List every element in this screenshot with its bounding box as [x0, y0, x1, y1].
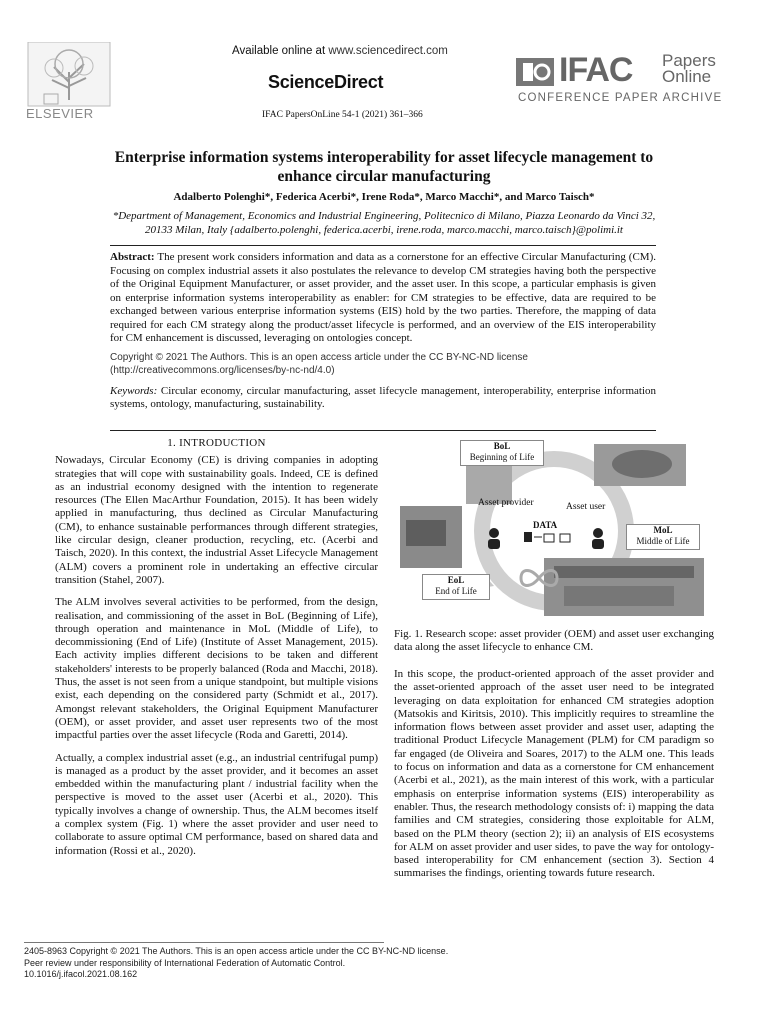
section-heading: 1. INTRODUCTION — [167, 437, 266, 449]
doi-link[interactable]: 10.1016/j.ifacol.2021.08.162 — [24, 969, 138, 979]
data-exchange-icon — [524, 532, 570, 542]
affiliation-line-1: *Department of Management, Economics and Industrial Engineering, Politecnico di Milano, Piazza Leonardo da Vinci 32, — [112, 210, 656, 222]
intro-paragraph-1: Nowadays, Circular Economy (CE) is driving companies in adopting strategies that will cope with sustainability goals. Indeed, CE is defined as an industrial economy designed with the intention to regenerate resources (The Ellen MacArthur Foundation, 2015). It has been widely applied in manufacturing, thus declined as Circular Manufacturing (CM), to enhance sustainable performances through different strategies, like circular design, cleaner production, recycling, etc. (Acerbi and Taisch, 2020). In this context, the industrial Asset Lifecycle Management (ALM) covers a prominent role in undertaking an effective circular transition (Stahel, 2007). — [55, 454, 378, 586]
abstract-label: Abstract: — [110, 251, 155, 263]
right-column — [394, 668, 714, 891]
elsevier-label: ELSEVIER — [26, 106, 94, 121]
ifac-online: Online — [662, 67, 712, 86]
title-line-1: Enterprise information systems interoperability for asset lifecycle management to — [114, 149, 654, 166]
ifac-archive: CONFERENCE PAPER ARCHIVE — [518, 92, 723, 104]
bol-sub: Beginning of Life — [469, 452, 535, 462]
mol-title: MoL — [653, 525, 673, 535]
abstract-bottom-rule — [110, 430, 656, 431]
abstract — [110, 251, 656, 346]
mol-sub: Middle of Life — [636, 536, 690, 546]
eol-sub: End of Life — [435, 586, 477, 596]
footer-rule — [24, 942, 384, 943]
journal-reference: IFAC PapersOnLine 54-1 (2021) 361–366 — [262, 110, 423, 120]
copyright — [110, 351, 656, 377]
sciencedirect-logo: ScienceDirect — [268, 72, 384, 92]
affiliation-line-2: 20133 Milan, Italy {adalberto.polenghi, federica.acerbi, irene.roda, marco.macchi, marco.taisch}@polimi.it — [145, 223, 623, 236]
user-person-icon — [592, 528, 604, 549]
title-line-2: enhance circular manufacturing — [277, 168, 491, 185]
figure-1 — [394, 436, 714, 616]
abstract-block — [110, 251, 656, 412]
ifac-papers: Papers — [662, 51, 716, 70]
keywords-text: Circular economy, circular manufacturing, asset lifecycle management, interoperability, enterprise information systems, ontology, manufacturing, sustainability. — [110, 384, 656, 410]
affiliation — [56, 210, 712, 237]
authors: Adalberto Polenghi*, Federica Acerbi*, Irene Roda*, Marco Macchi*, and Marco Taisch* — [173, 191, 595, 203]
eol-box — [422, 574, 490, 600]
sciencedirect-url[interactable]: www.sciencedirect.com — [328, 45, 448, 57]
copyright-line-1: Copyright © 2021 The Authors. This is an open access article under the CC BY-NC-ND license — [110, 351, 528, 363]
left-column — [55, 437, 378, 867]
abstract-text: The present work considers information and data as a cornerstone for an effective Circular Manufacturing (CM). Focusing on complex industrial assets it also postulates the relevance to develop CM strategies having both the perspective of the Original Equipment Manufacturer, or asset provider, and the asset user. In this scope, a particular emphasis is given on enterprise information systems interoperability as enabler: for CM strategies to be effective, data are required to be exchanged between various enterprise information systems (EIS) hold by the two parties. Therefore, the mapping of data required for each CM strategy along the product/asset lifecycle is performed, and an overview of the EIS interoperability for CM enhancement is discussed, leveraging on ontologies concept. — [110, 251, 656, 344]
intro-paragraph-3: Actually, a complex industrial asset (e.g., an industrial centrifugal pump) is managed as a product by the asset provider, and it becomes an asset embedded within the manufacturing plant / industrial facility when the perspective is moved to the asset user (Acerbi et al., 2020). This typically involves a change of ownership. Thus, the ALM becomes itself a complex system (Fig. 1) where the asset provider and user need to collaborate to assure optimal CM performance, based on shared data and information (Rossi et al., 2020). — [55, 751, 378, 857]
license-link[interactable]: (http://creativecommons.org/licenses/by-nc-nd/4.0) — [110, 364, 335, 376]
keywords — [110, 385, 656, 412]
bol-title: BoL — [493, 441, 511, 451]
footer — [24, 946, 724, 981]
bol-box — [460, 440, 544, 466]
abstract-top-rule — [110, 245, 656, 246]
elsevier-logo — [24, 42, 114, 122]
available-online — [232, 45, 448, 57]
figure-caption: Fig. 1. Research scope: asset provider (OEM) and asset user exchanging data along the asset lifecycle to enhance CM. — [394, 628, 714, 654]
data-label: DATA — [533, 520, 558, 530]
paper-title — [40, 148, 728, 186]
footer-copyright: 2405-8963 Copyright © 2021 The Authors. This is an open access article under the CC BY-NC-ND license. — [24, 946, 449, 956]
ifac-emblem-icon — [515, 57, 555, 87]
ifac-logo — [515, 51, 725, 110]
available-prefix: Available online at — [232, 45, 326, 57]
intro-paragraph-2: The ALM involves several activities to be performed, from the design, realisation, and commissioning of the asset in BoL (Beginning of Life), through operation and maintenance in MoL (Middle of Life), to decommissioning (End of Life) (Institute of Asset Management, 2015). Each activity implies different decisions to be taken and different stakeholders' interests to be properly balanced (Roda and Macchi, 2018). Thus, the asset is not seen from a unique standpoint, but multiple visions exist, each depending on the considered party (Schmidt et al., 2017). Amongst relevant stakeholders, the Original Equipment Manufacturer (OEM), or asset provider, and asset user represents two of the most impactful parties over the asset lifecycle (Roda and Garetti, 2014). — [55, 596, 378, 742]
keywords-label: Keywords: — [110, 384, 158, 397]
mol-box — [626, 524, 700, 550]
provider-label: Asset provider — [478, 498, 534, 508]
footer-peer-review: Peer review under responsibility of International Federation of Automatic Control. — [24, 957, 346, 968]
user-label: Asset user — [566, 502, 606, 512]
eol-title: EoL — [447, 575, 465, 585]
ifac-big: IFAC — [559, 51, 633, 89]
right-paragraph-1: In this scope, the product-oriented approach of the asset provider and the asset-oriented approach of the asset user need to be integrated leveraging on data exploitation for enhanced CM strategies adoption (Matsokis and Kiritsis, 2010). This implicitly requires to streamline the information flows between asset provider and asset user, adapting the traditional Product Lifecycle Management (PLM) for CM paradigm so far engaged (de Oliveira and Soares, 2017) to the ALM one. This leads to focus on information and data as a cornerstone for CM enhancement (Acerbi et al., 2021), as the main interest of this work, with a particular emphasis on enterprise information systems (EIS) interoperability as enabler. Thus, the research methodology consists of: i) mapping the data families and CM strategies, considering those exploitable for ALM, based on the PLM theory (section 2); ii) an analysis of EIS ecosystems for ALM on asset provider and user sides, to pave the way for ontology-based interoperability for CM enhancement (section 3). Section 4 summarises the findings, orienting towards future research. — [394, 668, 714, 880]
